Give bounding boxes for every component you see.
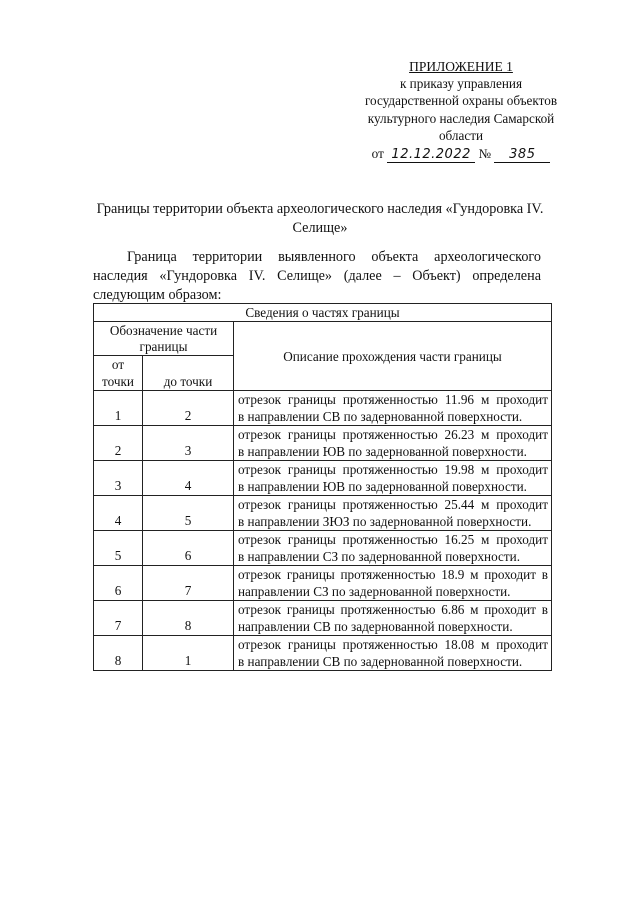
boundary-table xyxy=(93,303,552,671)
order-number xyxy=(494,147,550,163)
document-title: Границы территории объекта археологического наследия «Гундоровка IV. Селище» xyxy=(96,201,544,236)
description-line-1: отрезок границы протяженностью 18.08 м проходит xyxy=(238,637,548,652)
segment-description xyxy=(234,426,552,461)
to-header: до точки xyxy=(143,356,234,391)
appendix-line-2: государственной охраны объектов xyxy=(364,93,558,109)
appendix-line-1: к приказу управления xyxy=(399,76,523,92)
table-caption-row xyxy=(94,304,552,322)
from-header: от точки xyxy=(94,356,143,391)
from-point: 7 xyxy=(94,601,143,636)
segment-description xyxy=(234,461,552,496)
to-point: 4 xyxy=(143,461,234,496)
from-point: 5 xyxy=(94,531,143,566)
from-point: 2 xyxy=(94,426,143,461)
designation-header: Обозначение части границы xyxy=(94,322,234,356)
table-row xyxy=(94,391,552,426)
segment-description xyxy=(234,601,552,636)
description-line-2: в направлении СВ по задернованной поверхности. xyxy=(238,409,523,424)
number-label: № xyxy=(478,146,492,162)
description-line-1: отрезок границы протяженностью 26.23 м проходит xyxy=(238,427,548,442)
appendix-block xyxy=(352,58,570,163)
description-line-2: направлении СВ по задернованной поверхности. xyxy=(238,619,513,634)
description-line-2: в направлении ЮВ по задернованной поверхности. xyxy=(238,479,527,494)
segment-description xyxy=(234,566,552,601)
to-point: 1 xyxy=(143,636,234,671)
description-header: Описание прохождения части границы xyxy=(234,322,552,391)
from-point: 1 xyxy=(94,391,143,426)
segment-description xyxy=(234,636,552,671)
description-line-2: в направлении ЮВ по задернованной поверхности. xyxy=(238,444,527,459)
table-row xyxy=(94,636,552,671)
from-point: 3 xyxy=(94,461,143,496)
description-line-1: отрезок границы протяженностью 19.98 м проходит xyxy=(238,462,548,477)
segment-description xyxy=(234,391,552,426)
description-line-1: отрезок границы протяженностью 25.44 м проходит xyxy=(238,497,548,512)
table-row xyxy=(94,566,552,601)
from-label: от xyxy=(371,146,384,162)
table-caption: Сведения о частях границы xyxy=(94,304,552,322)
table-row xyxy=(94,601,552,636)
order-date xyxy=(387,147,475,163)
order-date-number xyxy=(352,145,570,163)
description-line-1: отрезок границы протяженностью 6.86 м проходит в xyxy=(238,602,548,617)
description-line-2: направлении СЗ по задернованной поверхности. xyxy=(238,584,511,599)
to-point: 5 xyxy=(143,496,234,531)
from-point: 8 xyxy=(94,636,143,671)
order-number-value: 385 xyxy=(509,147,536,163)
table-row xyxy=(94,461,552,496)
order-date-value: 12.12.2022 xyxy=(391,147,471,163)
appendix-heading: ПРИЛОЖЕНИЕ 1 xyxy=(409,59,513,74)
description-line-2: в направлении СВ по задернованной поверхности. xyxy=(238,654,523,669)
appendix-line-4: области xyxy=(438,127,484,143)
from-point: 4 xyxy=(94,496,143,531)
segment-description xyxy=(234,496,552,531)
to-point: 6 xyxy=(143,531,234,566)
description-line-1: отрезок границы протяженностью 16.25 м проходит xyxy=(238,532,548,547)
table-row xyxy=(94,531,552,566)
intro-paragraph: Граница территории выявленного объекта археологического наследия «Гундоровка IV. Селище» (далее – Объект) определена следующим образом: xyxy=(93,249,541,303)
description-line-2: в направлении ЗЮЗ по задернованной поверхности. xyxy=(238,514,532,529)
to-point: 3 xyxy=(143,426,234,461)
description-line-1: отрезок границы протяженностью 18.9 м проходит в xyxy=(238,567,548,582)
description-line-2: в направлении СЗ по задернованной поверхности. xyxy=(238,549,520,564)
table-row xyxy=(94,496,552,531)
description-line-1: отрезок границы протяженностью 11.96 м проходит xyxy=(238,392,548,407)
to-point: 7 xyxy=(143,566,234,601)
to-point: 2 xyxy=(143,391,234,426)
table-row xyxy=(94,426,552,461)
to-point: 8 xyxy=(143,601,234,636)
table-header-row xyxy=(94,322,552,356)
appendix-line-3: культурного наследия Самарской xyxy=(367,110,555,126)
from-point: 6 xyxy=(94,566,143,601)
segment-description xyxy=(234,531,552,566)
